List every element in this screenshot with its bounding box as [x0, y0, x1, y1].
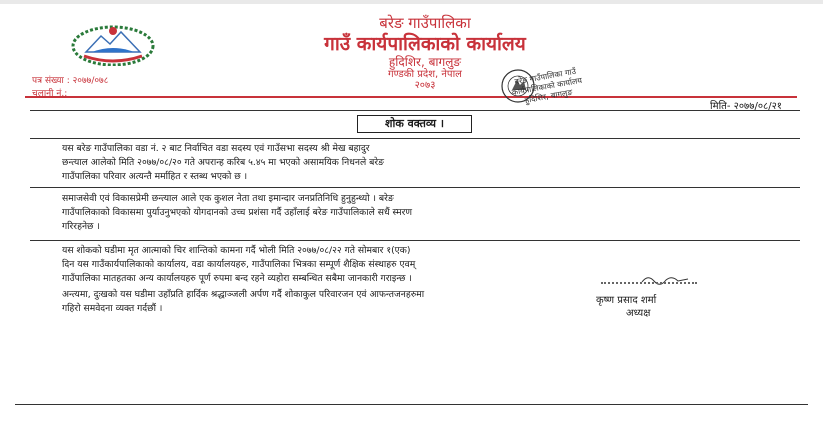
paragraph-line: यस शोकको घडीमा मृत आत्माको चिर शान्तिको कामना गर्दै भोली मिति २०७७/०८/२२ गते सोमबार १(एक) [62, 245, 411, 256]
notice-paragraph-2 [62, 192, 792, 234]
office-name: गाउँ कार्यपालिकाको कार्यालय [324, 33, 526, 55]
paragraph-line: गहिरो समवेदना व्यक्त गर्दछौं । [62, 303, 163, 314]
province-name: गण्डकी प्रदेश, नेपाल [388, 69, 462, 80]
letterhead-divider [25, 96, 797, 98]
establishment-year: २०७३ [414, 80, 436, 91]
paragraph-line: गाउँपालिका परिवार अत्यन्तै मर्माहित र स्तब्ध भएको छ । [62, 171, 248, 182]
scan-edge [0, 0, 823, 4]
municipality-name: बरेङ गाउँपालिका [379, 14, 471, 32]
office-location: हुदिशिर, बागलुङ [388, 55, 462, 69]
paragraph-rule [30, 240, 800, 241]
paragraph-line: अन्त्यमा, दुःखको यस घडीमा उहाँप्रति हार्दिक श्रद्धाञ्जली अर्पण गर्दै शोकाकुल परिवारजन एवं आफन्तजनहरुमा [62, 289, 425, 300]
paragraph-line: गाउँपालिकाको विकासमा पुर्याउनुभएको योगदानको उच्च प्रशंसा गर्दै उहाँलाई बरेङ गाउँपालिकाले सधैं स्मरण [62, 207, 413, 218]
scan-bottom-edge [15, 404, 808, 405]
notice-title: शोक वक्तव्य । [357, 115, 472, 133]
paragraph-line: यस बरेङ गाउँपालिका वडा नं. २ बाट निर्वाचित वडा सदस्य एवं गाउँसभा सदस्य श्री मेख बहादुर [62, 143, 370, 154]
signatory-name: कृष्ण प्रसाद शर्मा [596, 295, 657, 306]
signature-line [601, 282, 697, 284]
notice-paragraph-1 [62, 142, 792, 184]
title-rule [30, 138, 800, 139]
paragraph-line: दिन यस गाउँकार्यपालिकाको कार्यालय, वडा कार्यालयहरु, गाउँपालिका भित्रका सम्पूर्ण शैक्षिक संस्थाहरु एवम् [62, 259, 416, 270]
office-seal-text: बरेङ गाउँपालिका गाउँ कार्यपालिकाको कार्यालय हुदिशिर, बागलुङ [511, 66, 583, 105]
paragraph-line: गाउँपालिका मातहतका अन्य कार्यालयहरु पूर्ण रुपमा बन्द रहने व्यहोरा सम्बन्धित सबैमा जानकारी गराइन्छ । [62, 273, 412, 284]
letter-date: मिति- २०७७/०८/२१ [710, 101, 782, 112]
reference-number: पत्र संख्या : २०७७/०७८ [32, 76, 109, 86]
paragraph-rule [30, 187, 800, 188]
paragraph-line: समाजसेवी एवं विकासप्रेमी छन्त्याल आले एक कुशल नेता तथा इमान्दार जनप्रतिनिधि हुनुहुन्थ्यो । बरेङ [62, 193, 394, 204]
notice-paragraph-4 [62, 288, 792, 316]
paragraph-line: छन्त्याल आलेको मिति २०७७/०८/२० गते अपरान्ह करिब ५.४५ मा भएको असामयिक निधनले बरेङ [62, 157, 385, 168]
header-rule [30, 110, 800, 111]
nepal-emblem-icon [66, 22, 160, 66]
dispatch-number: चलानी नं.: [32, 89, 68, 99]
paragraph-line: गरिरहनेछ । [62, 221, 100, 232]
signatory-role: अध्यक्ष [626, 308, 651, 319]
